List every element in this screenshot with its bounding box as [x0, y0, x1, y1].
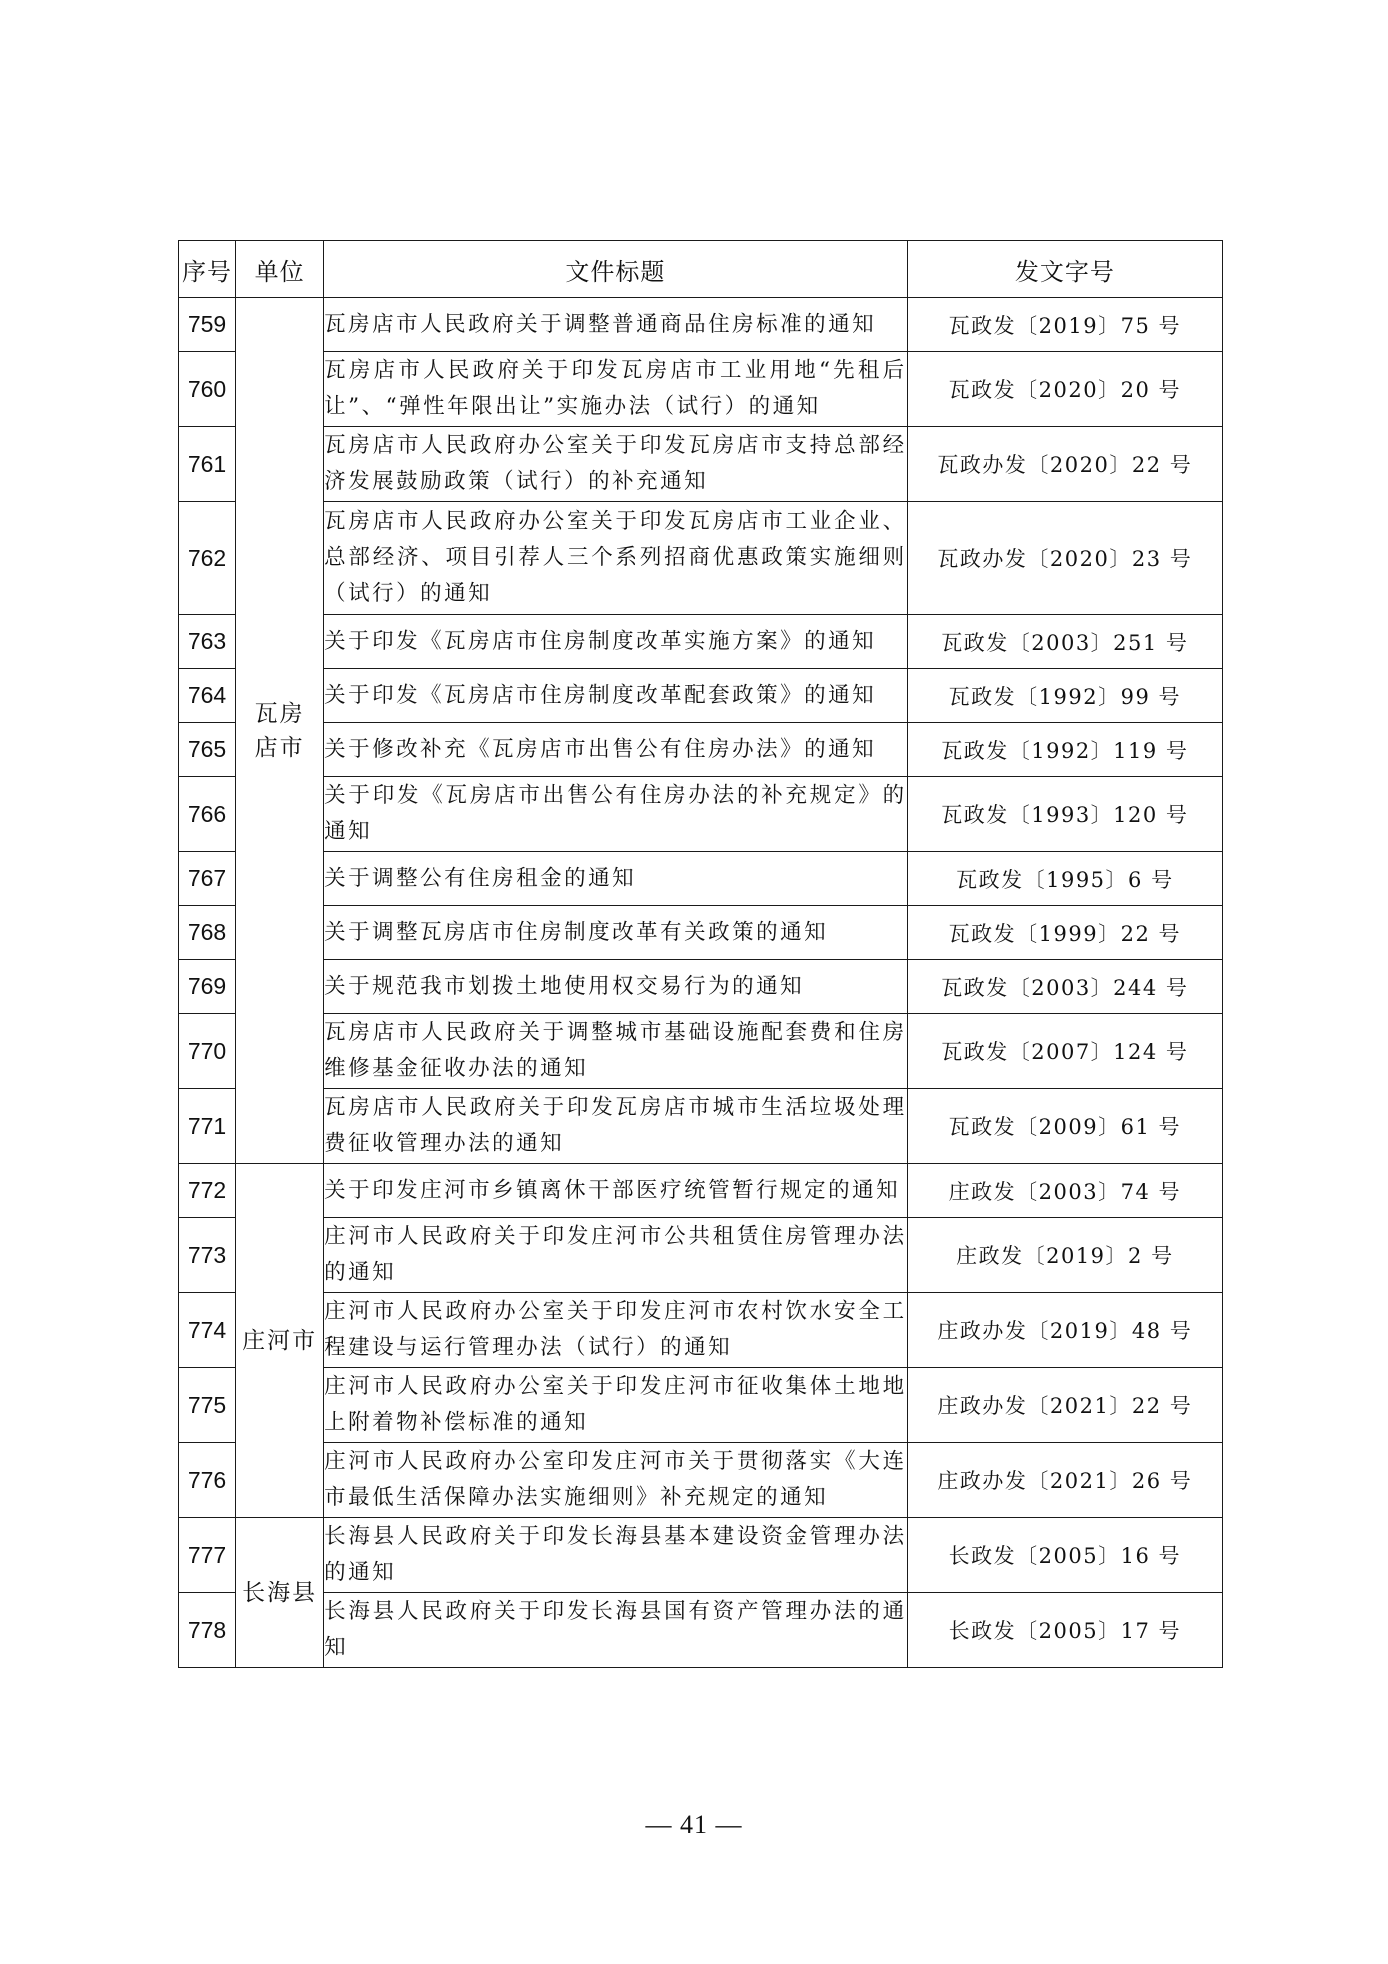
table-row [179, 960, 1223, 1014]
row-seq: 777 [179, 1518, 236, 1593]
row-title: 长海县人民政府关于印发长海县基本建设资金管理办法的通知 [324, 1518, 908, 1593]
row-title: 庄河市人民政府办公室关于印发庄河市农村饮水安全工程建设与运行管理办法（试行）的通知 [324, 1293, 908, 1368]
row-code: 瓦政办发〔2020〕23 号 [907, 502, 1222, 615]
row-code: 瓦政发〔2007〕124 号 [907, 1014, 1222, 1089]
unit-cell-changhai [236, 1518, 324, 1668]
table-row [179, 1218, 1223, 1293]
row-title: 关于规范我市划拨土地使用权交易行为的通知 [324, 960, 908, 1014]
unit-label: 长海县 [242, 1579, 318, 1606]
row-title: 关于调整瓦房店市住房制度改革有关政策的通知 [324, 906, 908, 960]
row-code: 庄政发〔2019〕2 号 [907, 1218, 1222, 1293]
row-seq: 764 [179, 669, 236, 723]
row-title: 关于修改补充《瓦房店市出售公有住房办法》的通知 [324, 723, 908, 777]
table-row [179, 906, 1223, 960]
row-code: 庄政办发〔2021〕22 号 [907, 1368, 1222, 1443]
row-title: 关于印发庄河市乡镇离休干部医疗统管暂行规定的通知 [324, 1164, 908, 1218]
row-title: 庄河市人民政府办公室关于印发庄河市征收集体土地地上附着物补偿标准的通知 [324, 1368, 908, 1443]
row-code: 瓦政发〔2020〕20 号 [907, 352, 1222, 427]
unit-label: 庄河市 [242, 1327, 318, 1354]
table-row [179, 1368, 1223, 1443]
row-seq: 775 [179, 1368, 236, 1443]
row-seq: 761 [179, 427, 236, 502]
row-seq: 778 [179, 1593, 236, 1668]
row-title: 关于印发《瓦房店市住房制度改革实施方案》的通知 [324, 615, 908, 669]
row-code: 庄政发〔2003〕74 号 [907, 1164, 1222, 1218]
row-title: 关于印发《瓦房店市住房制度改革配套政策》的通知 [324, 669, 908, 723]
row-title: 瓦房店市人民政府关于印发瓦房店市城市生活垃圾处理费征收管理办法的通知 [324, 1089, 908, 1164]
row-code: 长政发〔2005〕17 号 [907, 1593, 1222, 1668]
row-seq: 765 [179, 723, 236, 777]
table-row [179, 852, 1223, 906]
table-row [179, 427, 1223, 502]
row-code: 瓦政发〔2009〕61 号 [907, 1089, 1222, 1164]
row-seq: 762 [179, 502, 236, 615]
row-code: 瓦政发〔1999〕22 号 [907, 906, 1222, 960]
table-row [179, 1593, 1223, 1668]
row-seq: 774 [179, 1293, 236, 1368]
row-seq: 767 [179, 852, 236, 906]
row-code: 瓦政发〔1995〕6 号 [907, 852, 1222, 906]
table-row [179, 1014, 1223, 1089]
header-seq: 序号 [179, 241, 236, 298]
row-seq: 770 [179, 1014, 236, 1089]
row-code: 庄政办发〔2019〕48 号 [907, 1293, 1222, 1368]
table-row [179, 1089, 1223, 1164]
row-title: 庄河市人民政府关于印发庄河市公共租赁住房管理办法的通知 [324, 1218, 908, 1293]
table-row [179, 1293, 1223, 1368]
row-seq: 776 [179, 1443, 236, 1518]
row-code: 瓦政发〔1993〕120 号 [907, 777, 1222, 852]
table-row [179, 352, 1223, 427]
unit-cell-wafangdian [236, 298, 324, 1164]
row-title: 瓦房店市人民政府关于印发瓦房店市工业用地“先租后让”、“弹性年限出让”实施办法（试行）的通知 [324, 352, 908, 427]
table-row [179, 615, 1223, 669]
row-seq: 763 [179, 615, 236, 669]
header-title: 文件标题 [324, 241, 908, 298]
row-seq: 773 [179, 1218, 236, 1293]
header-code: 发文字号 [907, 241, 1222, 298]
row-title: 瓦房店市人民政府关于调整普通商品住房标准的通知 [324, 298, 908, 352]
row-title: 瓦房店市人民政府办公室关于印发瓦房店市工业企业、总部经济、项目引荐人三个系列招商优惠政策实施细则（试行）的通知 [324, 502, 908, 615]
table-header-row [179, 241, 1223, 298]
row-title: 瓦房店市人民政府关于调整城市基础设施配套费和住房维修基金征收办法的通知 [324, 1014, 908, 1089]
row-seq: 768 [179, 906, 236, 960]
row-code: 庄政办发〔2021〕26 号 [907, 1443, 1222, 1518]
table-row [179, 502, 1223, 615]
row-title: 关于印发《瓦房店市出售公有住房办法的补充规定》的通知 [324, 777, 908, 852]
row-code: 瓦政发〔1992〕119 号 [907, 723, 1222, 777]
table-row [179, 723, 1223, 777]
unit-label: 瓦房店市 [254, 700, 305, 761]
row-title: 关于调整公有住房租金的通知 [324, 852, 908, 906]
table-row [179, 298, 1223, 352]
unit-cell-zhuanghe [236, 1164, 324, 1518]
page-number: — 41 — [645, 1810, 743, 1839]
table-row [179, 669, 1223, 723]
header-unit: 单位 [236, 241, 324, 298]
row-code: 瓦政发〔2019〕75 号 [907, 298, 1222, 352]
table-row [179, 1443, 1223, 1518]
table-row [179, 1518, 1223, 1593]
row-title: 瓦房店市人民政府办公室关于印发瓦房店市支持总部经济发展鼓励政策（试行）的补充通知 [324, 427, 908, 502]
row-seq: 769 [179, 960, 236, 1014]
table-row [179, 777, 1223, 852]
row-title: 庄河市人民政府办公室印发庄河市关于贯彻落实《大连市最低生活保障办法实施细则》补充规定的通知 [324, 1443, 908, 1518]
row-code: 瓦政发〔2003〕251 号 [907, 615, 1222, 669]
document-table [178, 240, 1223, 1668]
row-seq: 772 [179, 1164, 236, 1218]
row-code: 瓦政发〔1992〕99 号 [907, 669, 1222, 723]
row-code: 瓦政办发〔2020〕22 号 [907, 427, 1222, 502]
row-code: 长政发〔2005〕16 号 [907, 1518, 1222, 1593]
row-code: 瓦政发〔2003〕244 号 [907, 960, 1222, 1014]
row-seq: 759 [179, 298, 236, 352]
table-row [179, 1164, 1223, 1218]
row-seq: 766 [179, 777, 236, 852]
row-seq: 771 [179, 1089, 236, 1164]
row-seq: 760 [179, 352, 236, 427]
row-title: 长海县人民政府关于印发长海县国有资产管理办法的通知 [324, 1593, 908, 1668]
